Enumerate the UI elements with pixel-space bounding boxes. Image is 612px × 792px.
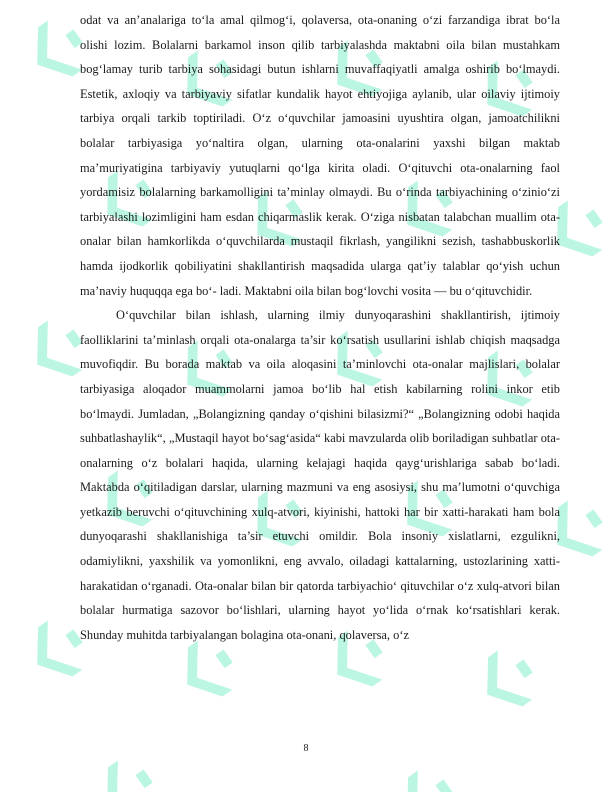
- document-body: [80, 8, 560, 647]
- paragraph-1: odat va an’analariga to‘la amal qilmog‘i, qolaversa, ota-onaning o‘zi farzandiga ibrat bo‘la olishi lozim. Bolalarni barkamol inson qilib tarbiyalashda maktabni oila bilan mustahkam bog‘lamay turib tarbiya sohasidagi butun ishlarni muvaffaqiyatli amalga oshirib bo‘lmaydi. Estetik, axloqiy va tarbiyaviy sifatlar kundalik hayot ehtiyojiga aylanib, ular oilaviy ijtimoiy tarbiya orqali tarkib toptiriladi. O‘z o‘quvchilar jamoasini uyushtira olgan, jamoatchilikni bolalar tarbiyasiga yo‘naltira olgan, ularning ota-onalarini yaxshi bilgan maktab ma’muriyatigina tarbiyaviy yutuqlarni qo‘lga kirita oladi. O‘qituvchi ota-onalarning faol yordamisiz bolalarning barkamolligini ta’minlay olmaydi. Bu o‘rinda tarbiyachining o‘zinio‘zi tarbiyalashi lozimligini ham esdan chiqarmaslik kerak. O‘ziga nisbatan talabchan muallim ota-onalar bilan hamkorlikda o‘quvchilarda mustaqil fikrlash, yangilikni sezish, tashabbuskorlik hamda ijodkorlik qobiliyatini shakllantirish maqsadida ularga qat’iy talablar qo‘yish uchun ma’naviy huquqqa ega bo‘- ladi. Maktabni oila bilan bog‘lovchi vosita — bu o‘qituvchidir.: [80, 13, 560, 298]
- paragraph-2: O‘quvchilar bilan ishlash, ularning ilmiy dunyoqarashini shakllantirish, ijtimoiy faolliklarini ta’minlash orqali ota-onalarga ta’sir ko‘rsatish usullarini ishlab chiqish maqsadga muvofiqdir. Bu borada maktab va oila aloqasini ta’minlovchi ota-onalar majlislari, bolalar tarbiyasiga aloqador muammolarni jamoa bo‘lib hal etish kabilarning rolini inkor etib bo‘lmaydi. Jumladan, „Bolangizning qanday o‘qishini bilasizmi?“ „Bolangizning odobi haqida suhbatlashaylik“, „Mustaqil hayot bo‘sag‘asida“ kabi mavzularda olib boriladigan suhbatlar ota-onalarning o‘z bolalari haqida, ularning kelajagi haqida qayg‘urishlariga sabab bo‘ladi. Maktabda o‘qitiladigan darslar, ularning mazmuni va eng asosiysi, shu ma’lumotni o‘quvchiga yetkazib beruvchi o‘qituvchining xulq-atvori, kiyinishi, hattoki har bir xatti-harakati ham bola dunyoqarashi shakllanishiga ta’sir etuvchi omildir. Bola insoniy xislatlarni, ezgulikni, odamiylikni, yaxshilik va yomonlikni, eng avvalo, oiladagi kattalarning, ustozlarining xatti-harakatidan o‘rganadi. Ota-onalar bilan bir qatorda tarbiyachio‘ qituvchilar o‘z xulq-atvori bilan bolalar hurmatiga sazovor bo‘lishlari, ularning hayot yo‘lida o‘rnak ko‘rsatishlari kerak. Shunday muhitda tarbiyalangan bolagina ota-onani, qolaversa, o‘z: [80, 308, 560, 642]
- page-number: 8: [303, 743, 309, 754]
